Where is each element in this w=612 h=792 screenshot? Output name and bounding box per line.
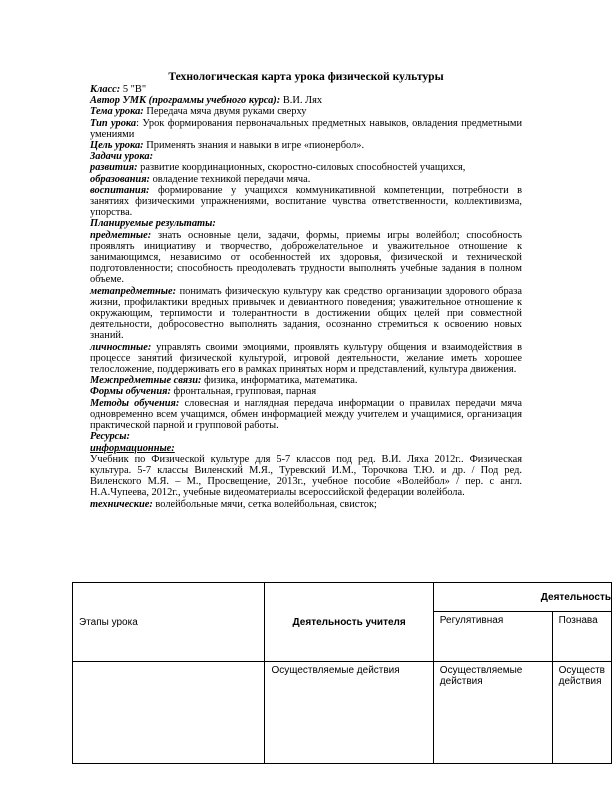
tasks-label: Задачи урока: <box>90 151 154 163</box>
info-label: информационные: <box>90 442 175 454</box>
metasubject-value: понимать физическую культуру как средство организации здорового образа жизни, профилактики вредных привычек и девиантного поведения; уважительное отношение к окружающим, терпимости и толерантности в достижении общих целей при совместной деятельности, добросовестно выполнять задания, осознанно стремиться к освоению новых знаний. <box>90 285 522 342</box>
methods-label: Методы обучения: <box>90 397 180 409</box>
page-title: Технологическая карта урока физической культуры <box>168 70 444 83</box>
type-value: : Урок формирования первоначальных предметных навыков, овладения предметными умениями <box>90 117 523 140</box>
class-value: 5 "В" <box>120 84 147 95</box>
education-label: образования: <box>90 173 151 185</box>
technical-label: технические: <box>90 498 153 510</box>
tasks-upbringing-line <box>90 185 522 219</box>
methods-value: словесная и наглядная передача информации о правилах передачи мяча одновременно всем учащимся, обмен информацией между учителем и учащимися, организация практической парной и групповой работы. <box>90 397 522 432</box>
subject-label: предметные: <box>90 229 152 241</box>
tasks-development-line <box>90 162 522 173</box>
document-body <box>90 70 522 510</box>
regulative-header-cell: Регулятивная <box>433 612 552 662</box>
development-label: развития: <box>90 162 138 174</box>
interdisciplinary-line <box>90 375 522 386</box>
resources-info-text: Учебник по Физической культуре для 5-7 классов под ред. В.И. Ляха 2012г.. Физическая культура. 5-7 классы Виленский М.Я., Туревский И.М., Торочкова Т.Ю. и др. / Под ред. Виленского М.Я. – М., Просвещение, 2013г., учебное пособие «Волейбол» / пер. с англ. Н.А.Чупеева, 2012г., учебные видеоматериалы всероссийской федерации волейбола. <box>90 453 522 499</box>
development-value: развитие координационных, скоростно-силовых способностей учащихся, <box>137 162 466 174</box>
cognitive-actions-cell: Осуществ действия <box>552 662 611 764</box>
technical-value: волейбольные мячи, сетка волейбольная, свисток; <box>152 498 377 510</box>
author-label: Автор УМК (программы учебного курса): <box>90 95 281 107</box>
interdisciplinary-value: физика, информатика, математика. <box>201 375 358 387</box>
stages-body-cell <box>73 662 265 764</box>
table-row <box>73 662 612 764</box>
personal-value: управлять своими эмоциями, проявлять культуру общения и взаимодействия в процессе занятий физической культурой, игровой деятельности, желание иметь хорошее телосложение, поддерживать его в рамках принятых норм и представлений, культура движения. <box>90 341 522 376</box>
class-line <box>90 84 522 95</box>
cognitive-header-cell: Познава <box>552 612 611 662</box>
author-line <box>90 95 522 106</box>
methods-line <box>90 398 522 432</box>
results-heading <box>90 218 522 229</box>
topic-label: Тема урока: <box>90 106 144 118</box>
results-metasubject-line <box>90 286 522 342</box>
goal-label: Цель урока: <box>90 140 144 152</box>
teacher-header-cell: Деятельность учителя <box>265 583 433 662</box>
personal-label: личностные: <box>90 341 152 353</box>
tasks-education-line <box>90 174 522 185</box>
interdisciplinary-label: Межпредметные связи: <box>90 375 202 387</box>
tasks-heading <box>90 151 522 162</box>
forms-label: Формы обучения: <box>90 386 171 398</box>
upbringing-label: воспитания: <box>90 184 150 196</box>
forms-line <box>90 386 522 397</box>
author-value: В.И. Лях <box>280 95 323 107</box>
lesson-stages-table <box>72 582 612 764</box>
results-subject-line <box>90 230 522 286</box>
resources-info-heading <box>90 443 522 454</box>
results-personal-line <box>90 342 522 376</box>
goal-line <box>90 140 522 151</box>
type-line <box>90 118 522 140</box>
table-row <box>73 583 612 612</box>
goal-value: Применять знания и навыки в игре «пионербол». <box>143 140 365 152</box>
upbringing-value: формирование у учащихся коммуникативной компетенции, потребности в занятиях физическими упражнениями, воспитание чувства ответственности, коллективизма, упорства. <box>90 184 522 219</box>
resources-label: Ресурсы: <box>90 431 130 443</box>
education-value: овладение техникой передачи мяча. <box>150 173 311 185</box>
forms-value: фронтальная, групповая, парная <box>170 386 317 398</box>
regulative-actions-cell: Осуществляемые действия <box>433 662 552 764</box>
resources-technical-line <box>90 499 522 510</box>
topic-value: Передача мяча двумя руками сверху <box>143 106 307 118</box>
teacher-actions-cell: Осуществляемые действия <box>265 662 433 764</box>
results-label: Планируемые результаты: <box>90 218 216 230</box>
activity-header-cell: Деятельность <box>433 583 611 612</box>
resources-heading <box>90 431 522 442</box>
subject-value: знать основные цели, задачи, формы, приемы игры волейбол; способность проявлять инициативу и творчество, доброжелательное и уважительное отношение к занимающимся, независимо от особенностей их здоровья, физической и технической подготовленности; способность преодолевать трудности выполнять учебные задания в полном объеме. <box>90 229 522 286</box>
type-label: Тип урока <box>90 117 137 129</box>
topic-line <box>90 106 522 117</box>
class-label: Класс: <box>90 84 121 95</box>
metasubject-label: метапредметные: <box>90 285 177 297</box>
stages-header-cell: Этапы урока <box>73 583 265 662</box>
